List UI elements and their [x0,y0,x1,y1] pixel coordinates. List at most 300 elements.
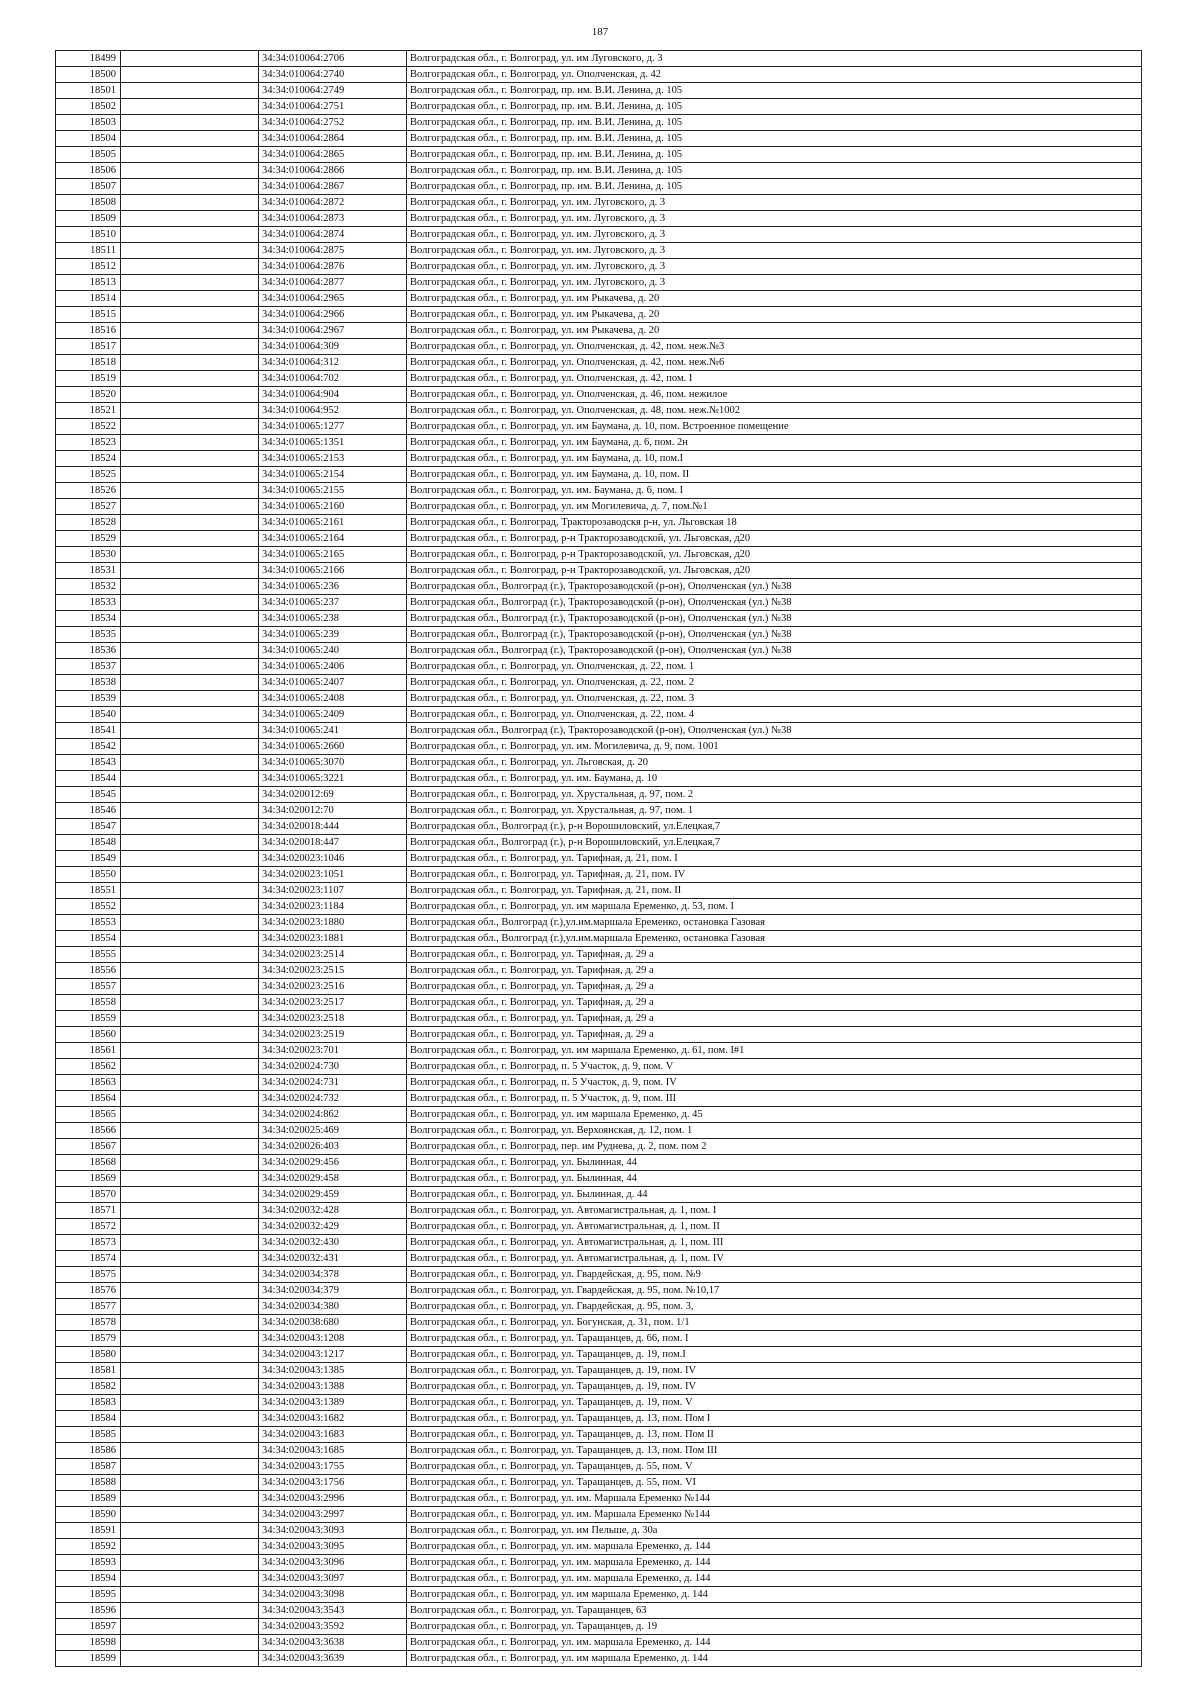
row-number-cell: 18570 [56,1187,121,1203]
empty-cell [121,1331,259,1347]
empty-cell [121,1459,259,1475]
row-number-cell: 18537 [56,659,121,675]
cadastral-number-cell: 34:34:010065:236 [259,579,407,595]
empty-cell [121,547,259,563]
table-row [56,1299,1142,1315]
empty-cell [121,1187,259,1203]
address-cell: Волгоградская обл., г. Волгоград, п. 5 Участок, д. 9, пом. IV [407,1075,1142,1091]
empty-cell [121,1523,259,1539]
address-cell: Волгоградская обл., г. Волгоград, пр. им. В.И. Ленина, д. 105 [407,147,1142,163]
table-row [56,1539,1142,1555]
address-cell: Волгоградская обл., г. Волгоград, ул. Былинная, д. 44 [407,1187,1142,1203]
address-cell: Волгоградская обл., г. Волгоград, ул. Ополченская, д. 48, пом. неж.№1002 [407,403,1142,419]
table-row [56,1347,1142,1363]
row-number-cell: 18548 [56,835,121,851]
address-cell: Волгоградская обл., г. Волгоград, ул. Тарифная, д. 29 а [407,963,1142,979]
address-cell: Волгоградская обл., г. Волгоград, ул. Ополченская, д. 42, пом. неж.№6 [407,355,1142,371]
empty-cell [121,1475,259,1491]
table-row [56,595,1142,611]
row-number-cell: 18569 [56,1171,121,1187]
cadastral-number-cell: 34:34:010065:2408 [259,691,407,707]
empty-cell [121,435,259,451]
row-number-cell: 18535 [56,627,121,643]
address-cell: Волгоградская обл., г. Волгоград, ул. Ополченская, д. 42, пом. I [407,371,1142,387]
address-cell: Волгоградская обл., г. Волгоград, ул. Автомагистральная, д. 1, пом. I [407,1203,1142,1219]
cadastral-number-cell: 34:34:010064:2749 [259,83,407,99]
empty-cell [121,1219,259,1235]
address-cell: Волгоградская обл., г. Волгоград, р-н Тракторозаводской, ул. Льговская, д20 [407,563,1142,579]
table-row [56,643,1142,659]
row-number-cell: 18595 [56,1587,121,1603]
cadastral-number-cell: 34:34:010064:2872 [259,195,407,211]
empty-cell [121,179,259,195]
table-row [56,83,1142,99]
row-number-cell: 18563 [56,1075,121,1091]
cadastral-number-cell: 34:34:020023:1046 [259,851,407,867]
cadastral-number-cell: 34:34:010065:2406 [259,659,407,675]
row-number-cell: 18598 [56,1635,121,1651]
address-cell: Волгоградская обл., г. Волгоград, ул. Таращанцев, д. 13, пом. Пом I [407,1411,1142,1427]
empty-cell [121,259,259,275]
cadastral-number-cell: 34:34:010064:702 [259,371,407,387]
row-number-cell: 18561 [56,1043,121,1059]
row-number-cell: 18571 [56,1203,121,1219]
row-number-cell: 18567 [56,1139,121,1155]
address-cell: Волгоградская обл., г. Волгоград, ул. Таращанцев, д. 19, пом.I [407,1347,1142,1363]
row-number-cell: 18506 [56,163,121,179]
empty-cell [121,1043,259,1059]
row-number-cell: 18516 [56,323,121,339]
address-cell: Волгоградская обл., г. Волгоград, ул. им Баумана, д. 10, пом.I [407,451,1142,467]
table-row [56,883,1142,899]
row-number-cell: 18536 [56,643,121,659]
row-number-cell: 18599 [56,1651,121,1667]
row-number-cell: 18557 [56,979,121,995]
row-number-cell: 18539 [56,691,121,707]
table-row [56,1283,1142,1299]
table-row [56,51,1142,67]
empty-cell [121,1267,259,1283]
address-cell: Волгоградская обл., г. Волгоград, ул. Тарифная, д. 29 а [407,1027,1142,1043]
empty-cell [121,499,259,515]
row-number-cell: 18523 [56,435,121,451]
cadastral-number-cell: 34:34:010064:312 [259,355,407,371]
empty-cell [121,1411,259,1427]
address-cell: Волгоградская обл., Волгоград (г.), р-н Ворошиловский, ул.Елецкая,7 [407,819,1142,835]
cadastral-number-cell: 34:34:010065:241 [259,723,407,739]
address-cell: Волгоградская обл., г. Волгоград, ул. Гвардейская, д. 95, пом. №9 [407,1267,1142,1283]
table-row [56,1395,1142,1411]
empty-cell [121,1139,259,1155]
address-cell: Волгоградская обл., г. Волгоград, ул. им маршала Еременко, д. 144 [407,1587,1142,1603]
table-row [56,1027,1142,1043]
address-cell: Волгоградская обл., г. Волгоград, ул. им маршала Еременко, д. 45 [407,1107,1142,1123]
cadastral-number-cell: 34:34:020043:3093 [259,1523,407,1539]
cadastral-number-cell: 34:34:010064:952 [259,403,407,419]
row-number-cell: 18519 [56,371,121,387]
empty-cell [121,1619,259,1635]
cadastral-number-cell: 34:34:010064:2877 [259,275,407,291]
table-row [56,1587,1142,1603]
empty-cell [121,659,259,675]
empty-cell [121,563,259,579]
row-number-cell: 18585 [56,1427,121,1443]
cadastral-number-cell: 34:34:020018:447 [259,835,407,851]
row-number-cell: 18526 [56,483,121,499]
table-row [56,531,1142,547]
address-cell: Волгоградская обл., г. Волгоград, ул. Тарифная, д. 21, пом. II [407,883,1142,899]
address-cell: Волгоградская обл., г. Волгоград, ул. им маршала Еременко, д. 61, пом. I#1 [407,1043,1142,1059]
empty-cell [121,1299,259,1315]
empty-cell [121,643,259,659]
address-cell: Волгоградская обл., г. Волгоград, ул. Тарифная, д. 21, пом. I [407,851,1142,867]
empty-cell [121,1027,259,1043]
cadastral-number-cell: 34:34:020043:1755 [259,1459,407,1475]
row-number-cell: 18533 [56,595,121,611]
cadastral-number-cell: 34:34:010064:2876 [259,259,407,275]
row-number-cell: 18543 [56,755,121,771]
empty-cell [121,1491,259,1507]
empty-cell [121,675,259,691]
table-row [56,995,1142,1011]
cadastral-number-cell: 34:34:010065:2164 [259,531,407,547]
table-row [56,1331,1142,1347]
table-row [56,1203,1142,1219]
cadastral-number-cell: 34:34:010064:2873 [259,211,407,227]
address-cell: Волгоградская обл., Волгоград (г.),ул.им.маршала Еременко, остановка Газовая [407,931,1142,947]
row-number-cell: 18559 [56,1011,121,1027]
row-number-cell: 18586 [56,1443,121,1459]
cadastral-number-cell: 34:34:010065:2165 [259,547,407,563]
row-number-cell: 18500 [56,67,121,83]
table-row [56,1091,1142,1107]
table-row [56,835,1142,851]
row-number-cell: 18580 [56,1347,121,1363]
address-cell: Волгоградская обл., г. Волгоград, пр. им. В.И. Ленина, д. 105 [407,131,1142,147]
table-row [56,1555,1142,1571]
cadastral-number-cell: 34:34:020043:3592 [259,1619,407,1635]
row-number-cell: 18549 [56,851,121,867]
table-row [56,147,1142,163]
address-cell: Волгоградская обл., г. Волгоград, ул. Таращанцев, д. 55, пом. VI [407,1475,1142,1491]
empty-cell [121,707,259,723]
table-row [56,115,1142,131]
cadastral-number-cell: 34:34:010065:2409 [259,707,407,723]
table-row [56,675,1142,691]
empty-cell [121,595,259,611]
row-number-cell: 18575 [56,1267,121,1283]
empty-cell [121,931,259,947]
row-number-cell: 18529 [56,531,121,547]
cadastral-number-cell: 34:34:020026:403 [259,1139,407,1155]
row-number-cell: 18572 [56,1219,121,1235]
table-row [56,1267,1142,1283]
cadastral-number-cell: 34:34:010064:2875 [259,243,407,259]
cadastral-number-cell: 34:34:020023:1051 [259,867,407,883]
empty-cell [121,611,259,627]
cadastral-number-cell: 34:34:020043:1682 [259,1411,407,1427]
row-number-cell: 18499 [56,51,121,67]
table-row [56,1635,1142,1651]
empty-cell [121,1443,259,1459]
table-row [56,1139,1142,1155]
cadastral-number-cell: 34:34:020024:730 [259,1059,407,1075]
cadastral-number-cell: 34:34:020043:1756 [259,1475,407,1491]
cadastral-number-cell: 34:34:020043:3096 [259,1555,407,1571]
cadastral-number-cell: 34:34:010064:2752 [259,115,407,131]
empty-cell [121,979,259,995]
row-number-cell: 18594 [56,1571,121,1587]
row-number-cell: 18540 [56,707,121,723]
table-row [56,947,1142,963]
table-row [56,1491,1142,1507]
cadastral-number-cell: 34:34:010065:2160 [259,499,407,515]
table-row [56,1475,1142,1491]
row-number-cell: 18507 [56,179,121,195]
address-cell: Волгоградская обл., г. Волгоград, ул. Таращанцев, д. 19, пом. IV [407,1379,1142,1395]
cadastral-number-cell: 34:34:020034:380 [259,1299,407,1315]
table-row [56,1059,1142,1075]
empty-cell [121,835,259,851]
cadastral-number-cell: 34:34:010065:2161 [259,515,407,531]
cadastral-number-cell: 34:34:020032:430 [259,1235,407,1251]
empty-cell [121,947,259,963]
table-row [56,915,1142,931]
cadastral-number-cell: 34:34:010065:2660 [259,739,407,755]
cadastral-number-cell: 34:34:020012:69 [259,787,407,803]
row-number-cell: 18514 [56,291,121,307]
cadastral-number-cell: 34:34:020023:2517 [259,995,407,1011]
row-number-cell: 18521 [56,403,121,419]
cadastral-number-cell: 34:34:020043:1208 [259,1331,407,1347]
row-number-cell: 18546 [56,803,121,819]
address-cell: Волгоградская обл., г. Волгоград, пр. им. В.И. Ленина, д. 105 [407,83,1142,99]
address-cell: Волгоградская обл., г. Волгоград, ул. Тарифная, д. 29 а [407,947,1142,963]
address-cell: Волгоградская обл., г. Волгоград, ул. Таращанцев, д. 55, пом. V [407,1459,1142,1475]
address-cell: Волгоградская обл., г. Волгоград, ул. Таращанцев, д. 19, пом. V [407,1395,1142,1411]
empty-cell [121,419,259,435]
cadastral-number-cell: 34:34:010064:2864 [259,131,407,147]
table-row [56,371,1142,387]
row-number-cell: 18501 [56,83,121,99]
cadastral-number-cell: 34:34:010065:2154 [259,467,407,483]
cadastral-number-cell: 34:34:010064:904 [259,387,407,403]
table-row [56,723,1142,739]
empty-cell [121,1091,259,1107]
table-row [56,1187,1142,1203]
address-cell: Волгоградская обл., г. Волгоград, ул. им. Луговского, д. 3 [407,275,1142,291]
address-cell: Волгоградская обл., г. Волгоград, ул. им Луговского, д. 3 [407,51,1142,67]
address-cell: Волгоградская обл., г. Волгоград, ул. им. Луговского, д. 3 [407,227,1142,243]
empty-cell [121,627,259,643]
row-number-cell: 18590 [56,1507,121,1523]
row-number-cell: 18552 [56,899,121,915]
empty-cell [121,739,259,755]
row-number-cell: 18584 [56,1411,121,1427]
table-row [56,707,1142,723]
table-row [56,483,1142,499]
cadastral-number-cell: 34:34:010065:2407 [259,675,407,691]
empty-cell [121,147,259,163]
row-number-cell: 18505 [56,147,121,163]
row-number-cell: 18509 [56,211,121,227]
address-cell: Волгоградская обл., г. Волгоград, р-н Тракторозаводской, ул. Льговская, д20 [407,547,1142,563]
address-cell: Волгоградская обл., г. Волгоград, ул. им. Луговского, д. 3 [407,195,1142,211]
empty-cell [121,867,259,883]
address-cell: Волгоградская обл., г. Волгоград, ул. Ополченская, д. 46, пом. нежилое [407,387,1142,403]
address-cell: Волгоградская обл., г. Волгоград, ул. им Рыкачева, д. 20 [407,291,1142,307]
table-row [56,1523,1142,1539]
cadastral-number-cell: 34:34:020023:2516 [259,979,407,995]
row-number-cell: 18560 [56,1027,121,1043]
empty-cell [121,211,259,227]
cadastral-number-cell: 34:34:020023:2515 [259,963,407,979]
table-row [56,1251,1142,1267]
row-number-cell: 18581 [56,1363,121,1379]
table-row [56,1155,1142,1171]
table-row [56,435,1142,451]
address-cell: Волгоградская обл., г. Волгоград, ул. им маршала Еременко, д. 53, пом. I [407,899,1142,915]
row-number-cell: 18532 [56,579,121,595]
address-cell: Волгоградская обл., г. Волгоград, пр. им. В.И. Ленина, д. 105 [407,99,1142,115]
row-number-cell: 18573 [56,1235,121,1251]
row-number-cell: 18512 [56,259,121,275]
cadastral-number-cell: 34:34:010064:2874 [259,227,407,243]
table-row [56,1107,1142,1123]
row-number-cell: 18538 [56,675,121,691]
cadastral-number-cell: 34:34:020043:1217 [259,1347,407,1363]
address-cell: Волгоградская обл., г. Волгоград, ул. им Пельше, д. 30а [407,1523,1142,1539]
table-row [56,627,1142,643]
row-number-cell: 18566 [56,1123,121,1139]
cadastral-number-cell: 34:34:020023:2514 [259,947,407,963]
row-number-cell: 18525 [56,467,121,483]
address-cell: Волгоградская обл., г. Волгоград, ул. им Рыкачева, д. 20 [407,323,1142,339]
row-number-cell: 18579 [56,1331,121,1347]
cadastral-number-cell: 34:34:020023:2518 [259,1011,407,1027]
empty-cell [121,883,259,899]
cadastral-number-cell: 34:34:020024:862 [259,1107,407,1123]
address-cell: Волгоградская обл., г. Волгоград, пр. им. В.И. Ленина, д. 105 [407,115,1142,131]
empty-cell [121,1571,259,1587]
table-row [56,1427,1142,1443]
table-row [56,819,1142,835]
cadastral-number-cell: 34:34:010064:2866 [259,163,407,179]
table-row [56,195,1142,211]
table-row [56,931,1142,947]
cadastral-number-cell: 34:34:020043:1389 [259,1395,407,1411]
cadastral-number-cell: 34:34:020018:444 [259,819,407,835]
cadastral-number-cell: 34:34:020012:70 [259,803,407,819]
table-row [56,1011,1142,1027]
empty-cell [121,131,259,147]
address-cell: Волгоградская обл., г. Волгоград, ул. Ополченская, д. 22, пом. 4 [407,707,1142,723]
address-cell: Волгоградская обл., г. Волгоград, ул. Льговская, д. 20 [407,755,1142,771]
address-cell: Волгоградская обл., г. Волгоград, ул. Таращанцев, д. 13, пом. Пом II [407,1427,1142,1443]
row-number-cell: 18597 [56,1619,121,1635]
cadastral-number-cell: 34:34:010065:2153 [259,451,407,467]
table-row [56,547,1142,563]
empty-cell [121,803,259,819]
row-number-cell: 18565 [56,1107,121,1123]
table-row [56,403,1142,419]
empty-cell [121,467,259,483]
empty-cell [121,339,259,355]
cadastral-number-cell: 34:34:010064:2740 [259,67,407,83]
table-row [56,1171,1142,1187]
empty-cell [121,1283,259,1299]
empty-cell [121,1203,259,1219]
table-row [56,1123,1142,1139]
empty-cell [121,1059,259,1075]
table-row [56,499,1142,515]
empty-cell [121,531,259,547]
row-number-cell: 18593 [56,1555,121,1571]
cadastral-number-cell: 34:34:020034:378 [259,1267,407,1283]
cadastral-number-cell: 34:34:020032:429 [259,1219,407,1235]
address-cell: Волгоградская обл., г. Волгоград, ул. Тарифная, д. 21, пом. IV [407,867,1142,883]
empty-cell [121,1235,259,1251]
address-cell: Волгоградская обл., г. Волгоград, ул. им. Могилевича, д. 9, пом. 1001 [407,739,1142,755]
address-cell: Волгоградская обл., г. Волгоград, ул. Тарифная, д. 29 а [407,995,1142,1011]
row-number-cell: 18587 [56,1459,121,1475]
cadastral-number-cell: 34:34:010064:2966 [259,307,407,323]
address-cell: Волгоградская обл., Волгоград (г.), Тракторозаводской (р-он), Ополченская (ул.) №38 [407,611,1142,627]
table-row [56,419,1142,435]
empty-cell [121,403,259,419]
table-row [56,1075,1142,1091]
row-number-cell: 18511 [56,243,121,259]
address-cell: Волгоградская обл., г. Волгоград, ул. им. Луговского, д. 3 [407,259,1142,275]
row-number-cell: 18578 [56,1315,121,1331]
table-row [56,1651,1142,1667]
cadastral-number-cell: 34:34:020043:3638 [259,1635,407,1651]
empty-cell [121,1555,259,1571]
row-number-cell: 18534 [56,611,121,627]
table-row [56,1219,1142,1235]
empty-cell [121,1395,259,1411]
table-row [56,691,1142,707]
cadastral-number-cell: 34:34:010065:3070 [259,755,407,771]
cadastral-number-cell: 34:34:020043:1685 [259,1443,407,1459]
row-number-cell: 18520 [56,387,121,403]
table-row [56,1235,1142,1251]
empty-cell [121,67,259,83]
row-number-cell: 18556 [56,963,121,979]
row-number-cell: 18577 [56,1299,121,1315]
cadastral-number-cell: 34:34:020032:431 [259,1251,407,1267]
cadastral-number-cell: 34:34:020029:456 [259,1155,407,1171]
address-cell: Волгоградская обл., г. Волгоград, пр. им. В.И. Ленина, д. 105 [407,163,1142,179]
row-number-cell: 18550 [56,867,121,883]
table-row [56,851,1142,867]
row-number-cell: 18541 [56,723,121,739]
address-cell: Волгоградская обл., г. Волгоград, ул. Хрустальная, д. 97, пом. 2 [407,787,1142,803]
row-number-cell: 18588 [56,1475,121,1491]
row-number-cell: 18583 [56,1395,121,1411]
empty-cell [121,163,259,179]
table-row [56,387,1142,403]
empty-cell [121,1635,259,1651]
row-number-cell: 18503 [56,115,121,131]
empty-cell [121,723,259,739]
empty-cell [121,691,259,707]
table-row [56,1507,1142,1523]
table-row [56,451,1142,467]
table-row [56,771,1142,787]
table-row [56,659,1142,675]
row-number-cell: 18562 [56,1059,121,1075]
